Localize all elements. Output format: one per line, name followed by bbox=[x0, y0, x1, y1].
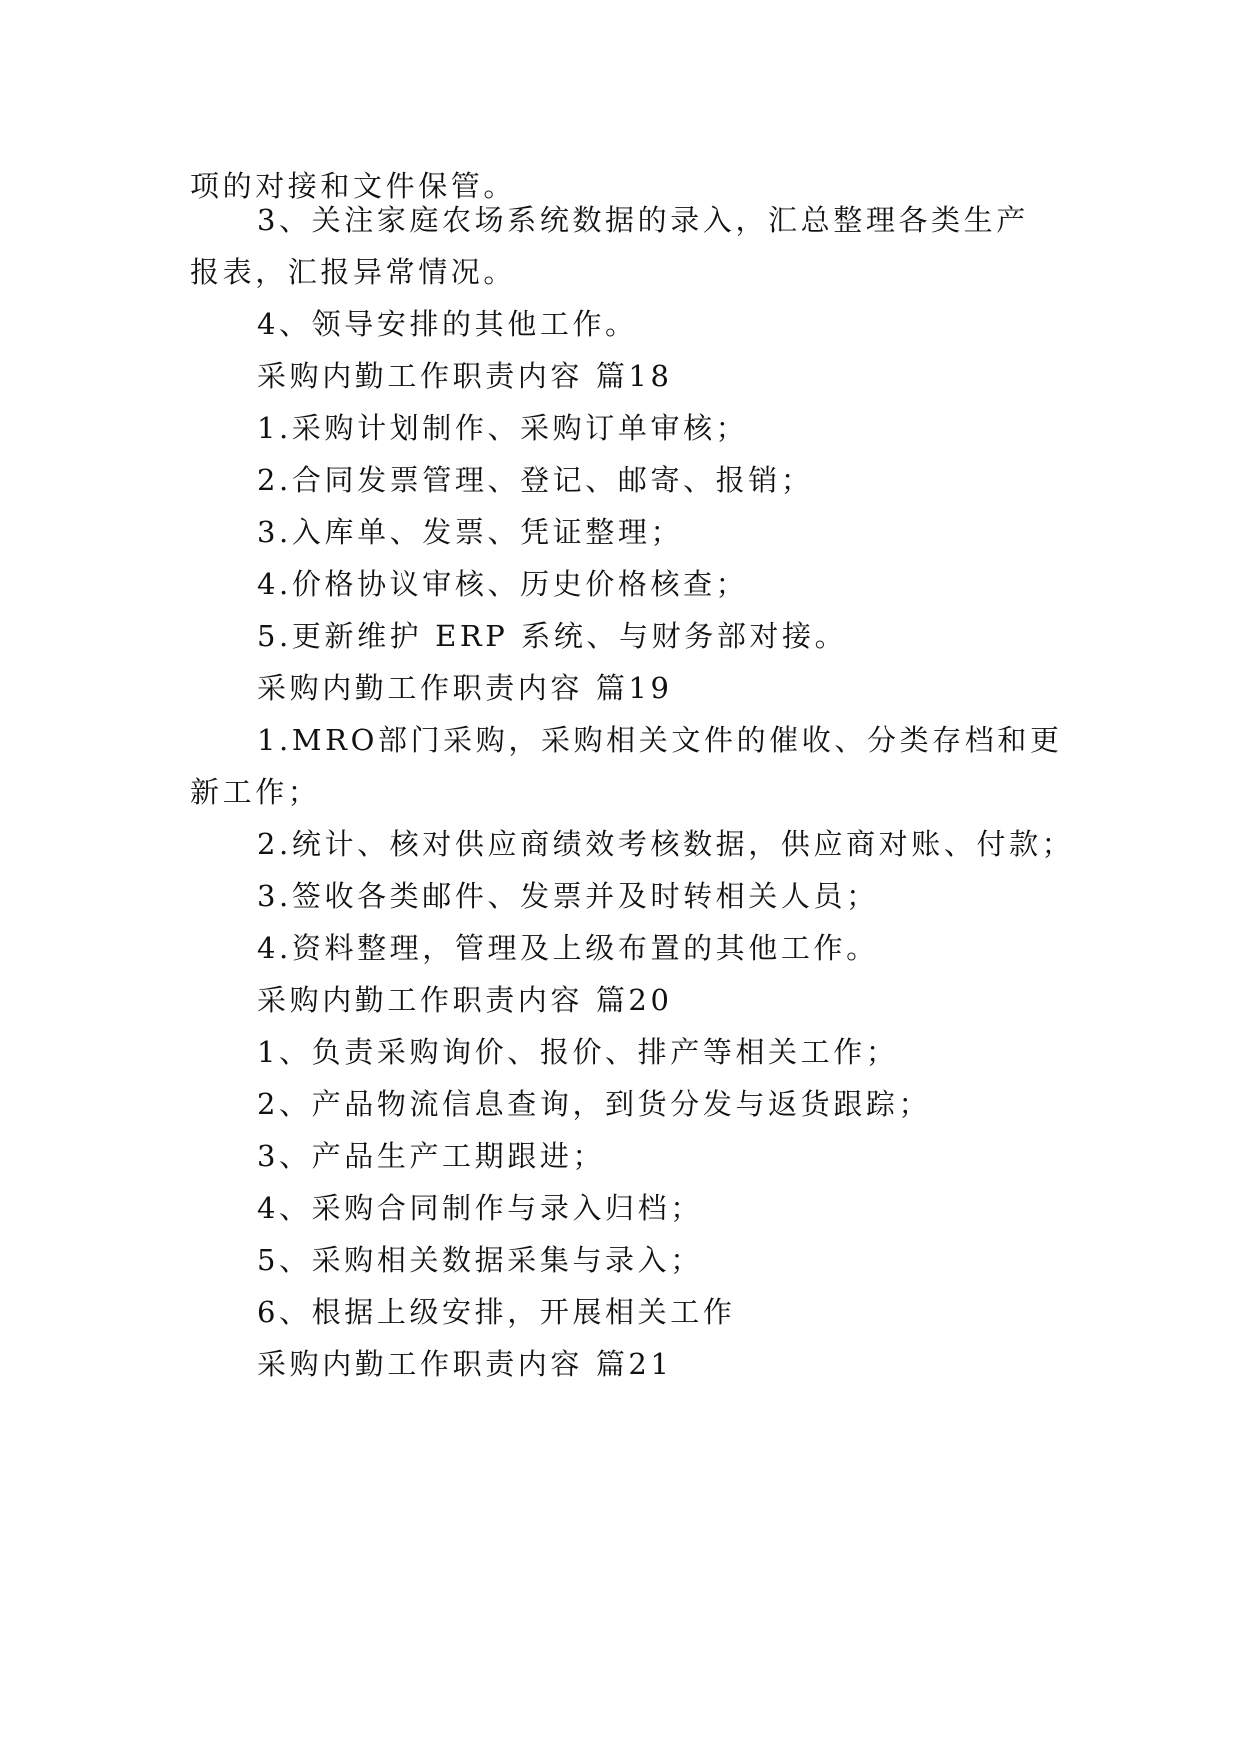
list-item: 2.统计、核对供应商绩效考核数据，供应商对账、付款； bbox=[257, 827, 1075, 861]
list-item: 3.签收各类邮件、发票并及时转相关人员； bbox=[257, 879, 879, 913]
list-item: 1.MRO部门采购，采购相关文件的催收、分类存档和更 bbox=[257, 723, 1063, 757]
list-item: 2.合同发票管理、登记、邮寄、报销； bbox=[257, 463, 814, 497]
list-item: 5.更新维护 ERP 系统、与财务部对接。 bbox=[257, 619, 848, 653]
section-heading: 采购内勤工作职责内容 篇20 bbox=[257, 983, 673, 1017]
list-item: 3.入库单、发票、凭证整理； bbox=[257, 515, 684, 549]
paragraph-continuation: 项的对接和文件保管。 bbox=[190, 169, 517, 203]
list-item: 3、关注家庭农场系统数据的录入，汇总整理各类生产 bbox=[257, 203, 1029, 237]
list-item: 3、产品生产工期跟进； bbox=[257, 1139, 606, 1173]
section-heading: 采购内勤工作职责内容 篇18 bbox=[257, 359, 673, 393]
list-item: 1.采购计划制作、采购订单审核； bbox=[257, 411, 749, 445]
paragraph-continuation: 报表，汇报异常情况。 bbox=[190, 255, 517, 289]
list-item: 4.价格协议审核、历史价格核查； bbox=[257, 567, 749, 601]
paragraph-continuation: 新工作； bbox=[190, 775, 321, 809]
list-item: 2、产品物流信息查询，到货分发与返货跟踪； bbox=[257, 1087, 932, 1121]
list-item: 4、采购合同制作与录入归档； bbox=[257, 1191, 703, 1225]
section-heading: 采购内勤工作职责内容 篇19 bbox=[257, 671, 673, 705]
list-item: 4、领导安排的其他工作。 bbox=[257, 307, 638, 341]
section-heading: 采购内勤工作职责内容 篇21 bbox=[257, 1347, 673, 1381]
list-item: 1、负责采购询价、报价、排产等相关工作； bbox=[257, 1035, 899, 1069]
list-item: 4.资料整理，管理及上级布置的其他工作。 bbox=[257, 931, 879, 965]
list-item: 5、采购相关数据采集与录入； bbox=[257, 1243, 703, 1277]
list-item: 6、根据上级安排，开展相关工作 bbox=[257, 1295, 736, 1329]
